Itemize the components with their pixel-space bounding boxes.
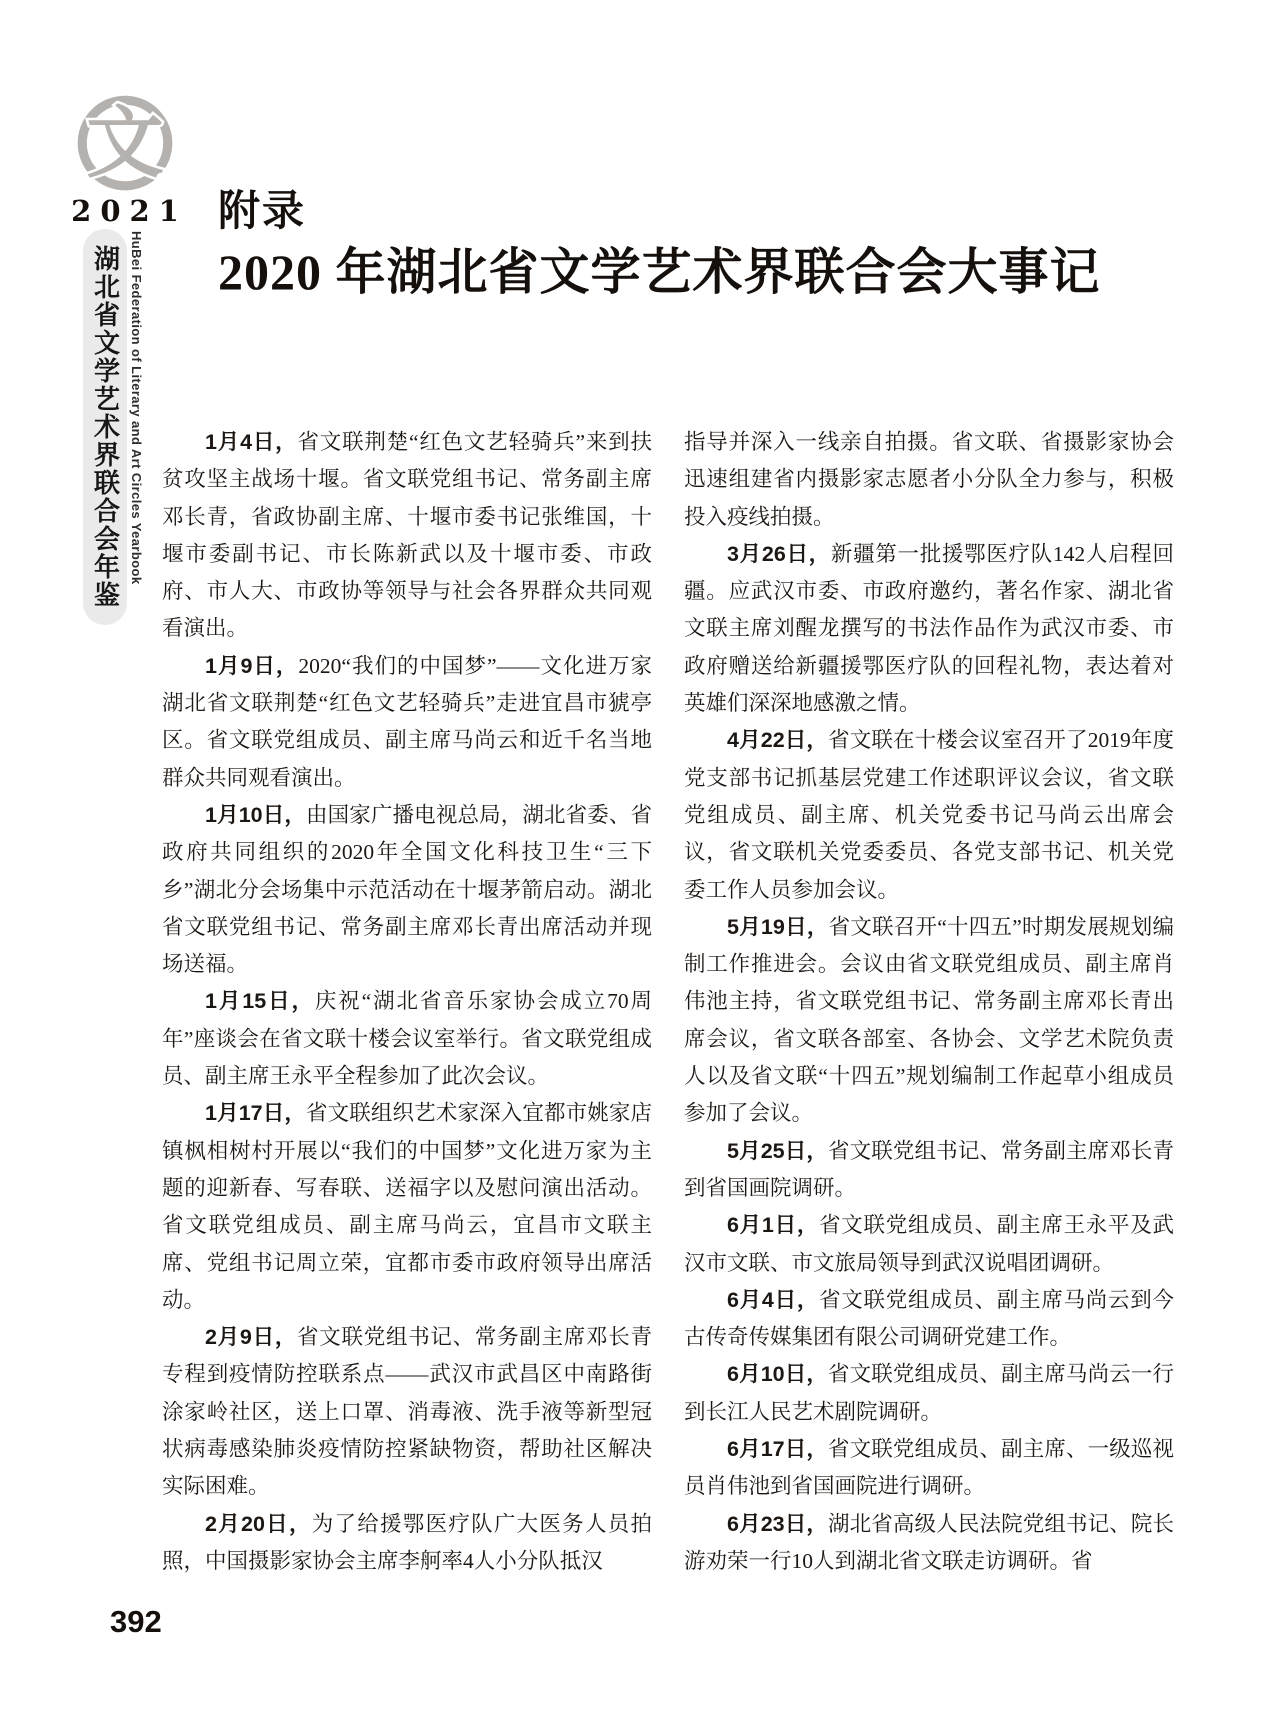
event-text: 省文联党组书记、常务副主席邓长青到省国画院调研。 — [684, 1138, 1174, 1200]
event-paragraph — [684, 1282, 1174, 1357]
event-date: 6月17日， — [727, 1437, 829, 1462]
event-text: 省文联党组成员、副主席马尚云一行到长江人民艺术剧院调研。 — [684, 1362, 1174, 1424]
text-column-left — [162, 424, 652, 1580]
event-paragraph — [162, 1095, 652, 1319]
event-paragraph-continued — [684, 424, 1174, 536]
event-text: 指导并深入一线亲自拍摄。省文联、省摄影家协会迅速组建省内摄影家志愿者小分队全力参与，积极投入疫线拍摄。 — [684, 430, 1174, 529]
event-paragraph — [684, 1133, 1174, 1208]
section-label: 附录 — [218, 187, 307, 234]
event-date: 6月1日， — [727, 1213, 820, 1238]
logo-glyph: 文 — [86, 100, 164, 187]
event-date: 5月19日， — [727, 914, 829, 939]
sidebar-title-cn: 湖北省文学艺术界联合会年鉴 — [90, 245, 120, 609]
event-text: 为了给援鄂医疗队广大医务人员拍照，中国摄影家协会主席李舸率4人小分队抵汉 — [162, 1511, 652, 1573]
event-paragraph — [684, 1207, 1174, 1282]
event-text: 湖北省高级人民法院党组书记、院长游劝荣一行10人到湖北省文联走访调研。省 — [684, 1511, 1174, 1573]
event-date: 6月10日， — [727, 1362, 829, 1387]
event-paragraph — [684, 722, 1174, 908]
event-paragraph — [162, 797, 652, 983]
event-date: 4月22日， — [727, 728, 829, 753]
event-date: 2月9日， — [205, 1325, 298, 1350]
event-date: 5月25日， — [727, 1138, 829, 1163]
page-number: 392 — [110, 1604, 162, 1639]
event-text: 省文联荆楚“红色文艺轻骑兵”来到扶贫攻坚主战场十堰。省文联党组书记、常务副主席邓长青，省政协副主席、十堰市委书记张维国，十堰市委副书记、市长陈新武以及十堰市委、市政府、市人大、市政协等领导与社会各界群众共同观看演出。 — [162, 430, 652, 641]
event-paragraph — [684, 1431, 1174, 1506]
event-date: 6月23日， — [727, 1511, 829, 1536]
event-text: 庆祝“湖北省音乐家协会成立70周年”座谈会在省文联十楼会议室举行。省文联党组成员、副主席王永平全程参加了此次会议。 — [162, 989, 653, 1089]
event-date: 1月17日， — [205, 1101, 307, 1126]
event-date: 2月20日， — [205, 1511, 312, 1536]
event-paragraph — [684, 536, 1174, 722]
federation-logo-icon — [68, 84, 182, 198]
sidebar-strip — [83, 229, 127, 625]
event-date: 1月4日， — [205, 430, 298, 454]
event-text: 省文联召开“十四五”时期发展规划编制工作推进会。会议由省文联党组成员、副主席肖伟池主持，省文联党组书记、常务副主席邓长青出席会议，省文联各部室、各协会、文学艺术院负责人以及省文联“十四五”规划编制工作起草小组成员参加了会议。 — [684, 914, 1174, 1126]
event-paragraph — [162, 1506, 652, 1581]
event-text: 省文联党组成员、副主席、一级巡视员肖伟池到省国画院进行调研。 — [684, 1437, 1174, 1499]
event-text: 新疆第一批援鄂医疗队142人启程回疆。应武汉市委、市政府邀约，著名作家、湖北省文联主席刘醒龙撰写的书法作品作为武汉市委、市政府赠送给新疆援鄂医疗队的回程礼物，表达着对英雄们深深地感激之情。 — [684, 541, 1174, 716]
event-paragraph — [684, 909, 1174, 1133]
event-paragraph — [684, 1356, 1174, 1431]
event-date: 1月9日， — [205, 653, 299, 678]
event-text: 由国家广播电视总局，湖北省委、省政府共同组织的2020年全国文化科技卫生“三下乡”湖北分会场集中示范活动在十堰茅箭启动。湖北省文联党组书记、常务副主席邓长青出席活动并现场送福。 — [162, 802, 652, 977]
event-paragraph — [162, 1319, 652, 1505]
event-text: 省文联党组成员、副主席马尚云到今古传奇传媒集团有限公司调研党建工作。 — [684, 1287, 1174, 1350]
event-text: 省文联党组书记、常务副主席邓长青专程到疫情防控联系点——武汉市武昌区中南路街涂家岭社区，送上口罩、消毒液、洗手液等新型冠状病毒感染肺炎疫情防控紧缺物资，帮助社区解决实际困难。 — [162, 1325, 652, 1499]
event-paragraph — [162, 424, 652, 648]
event-text: 2020“我们的中国梦”——文化进万家湖北省文联荆楚“红色文艺轻骑兵”走进宜昌市猇亭区。省文联党组成员、副主席马尚云和近千名当地群众共同观看演出。 — [162, 653, 652, 790]
event-date: 1月15日， — [205, 989, 315, 1014]
event-date: 1月10日， — [205, 802, 307, 827]
event-text: 省文联组织艺术家深入宜都市姚家店镇枫相树村开展以“我们的中国梦”文化进万家为主题的迎新春、写春联、送福字以及慰问演出活动。省文联党组成员、副主席马尚云，宜昌市文联主席、党组书记周立荣，宜都市委市政府领导出席活动。 — [162, 1101, 652, 1312]
event-date: 6月4日， — [727, 1287, 820, 1312]
event-date: 3月26日， — [727, 541, 831, 566]
year-label: 2021 — [71, 194, 188, 228]
sidebar-title-en: HuBei Federation of Literary and Art Circles Yearbook — [129, 231, 144, 585]
event-paragraph — [162, 648, 652, 797]
page-title: 2020 年湖北省文学艺术界联合会大事记 — [218, 244, 1101, 300]
event-text: 省文联在十楼会议室召开了2019年度党支部书记抓基层党建工作述职评议会议，省文联党组成员、副主席、机关党委书记马尚云出席会议，省文联机关党委委员、各党支部书记、机关党委工作人员参加会议。 — [684, 728, 1174, 902]
text-column-right — [684, 424, 1174, 1580]
event-paragraph — [684, 1506, 1174, 1581]
event-paragraph — [162, 983, 652, 1095]
event-text: 省文联党组成员、副主席王永平及武汉市文联、市文旅局领导到武汉说唱团调研。 — [684, 1213, 1174, 1275]
